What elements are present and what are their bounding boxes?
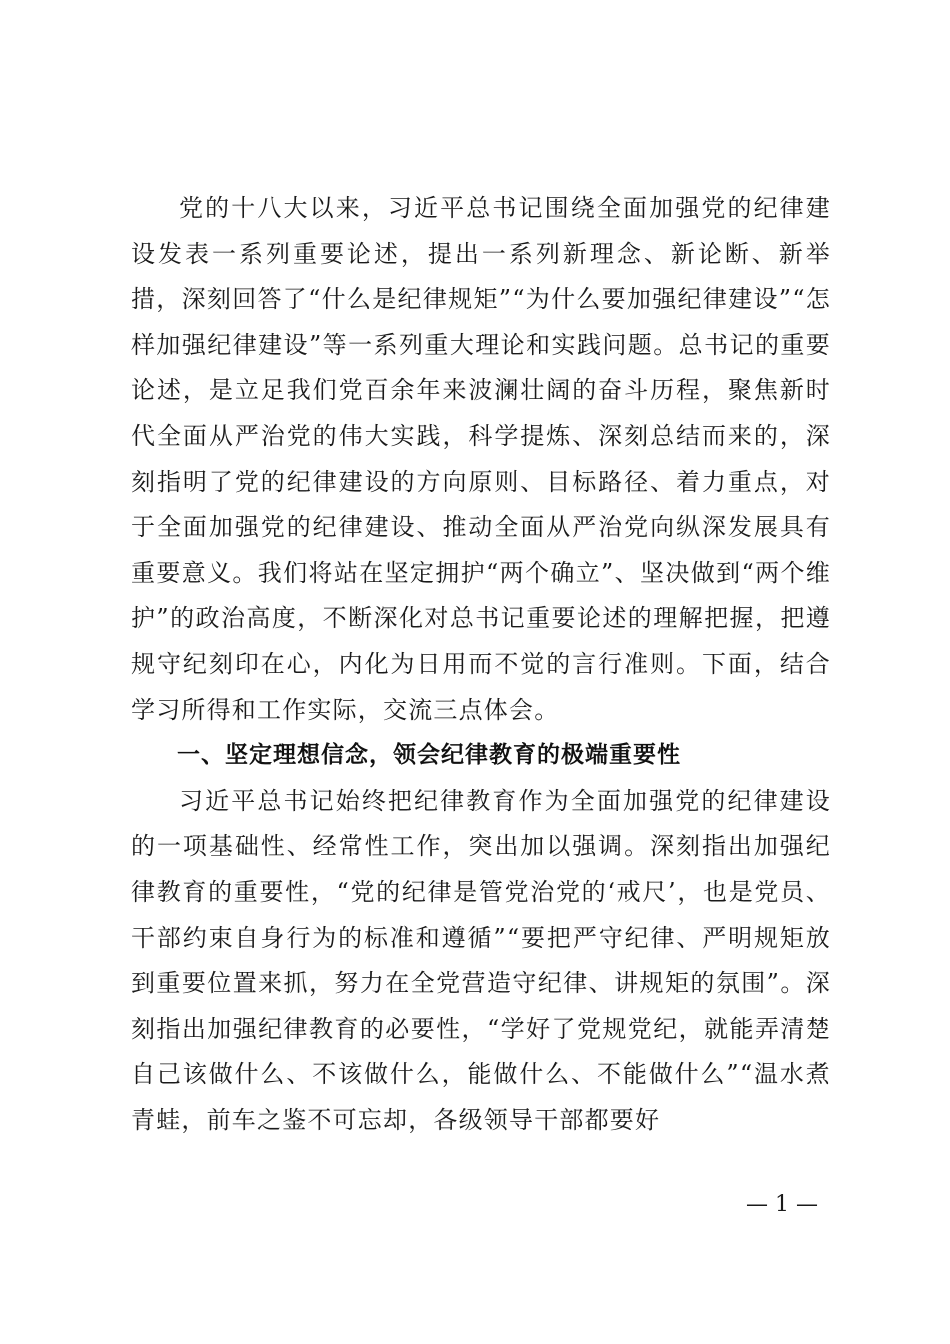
section-heading: 一、坚定理想信念，领会纪律教育的极端重要性 (177, 742, 681, 769)
document-body (131, 186, 831, 1143)
intro-paragraph: 党的十八大以来，习近平总书记围绕全面加强党的纪律建设发表一系列重要论述，提出一系列新理念、新论断、新举措，深刻回答了“什么是纪律规矩”“为什么要加强纪律建设”“怎样加强纪律建设”等一系列重大理论和实践问题。总书记的重要论述，是立足我们党百余年来波澜壮阔的奋斗历程，聚焦新时代全面从严治党的伟大实践，科学提炼、深刻总结而来的，深刻指明了党的纪律建设的方向原则、目标路径、着力重点，对于全面加强党的纪律建设、推动全面从严治党向纵深发展具有重要意义。我们将站在坚定拥护“两个确立”、坚决做到“两个维护”的政治高度，不断深化对总书记重要论述的理解把握，把遵规守纪刻印在心，内化为日用而不觉的言行准则。下面，结合学习所得和工作实际，交流三点体会。 (131, 194, 831, 724)
section-paragraph: 习近平总书记始终把纪律教育作为全面加强党的纪律建设的一项基础性、经常性工作，突出加以强调。深刻指出加强纪律教育的重要性，“党的纪律是管党治党的‘戒尺’，也是党员、干部约束自身行为的标准和遵循”“要把严守纪律、严明规矩放到重要位置来抓，努力在全党营造守纪律、讲规矩的氛围”。深刻指出加强纪律教育的必要性，“学好了党规党纪，就能弄清楚自己该做什么、不该做什么，能做什么、不能做什么”“温水煮青蛙，前车之鉴不可忘却，各级领导干部都要好 (131, 786, 831, 1134)
page-number: — 1 — (746, 1192, 818, 1217)
